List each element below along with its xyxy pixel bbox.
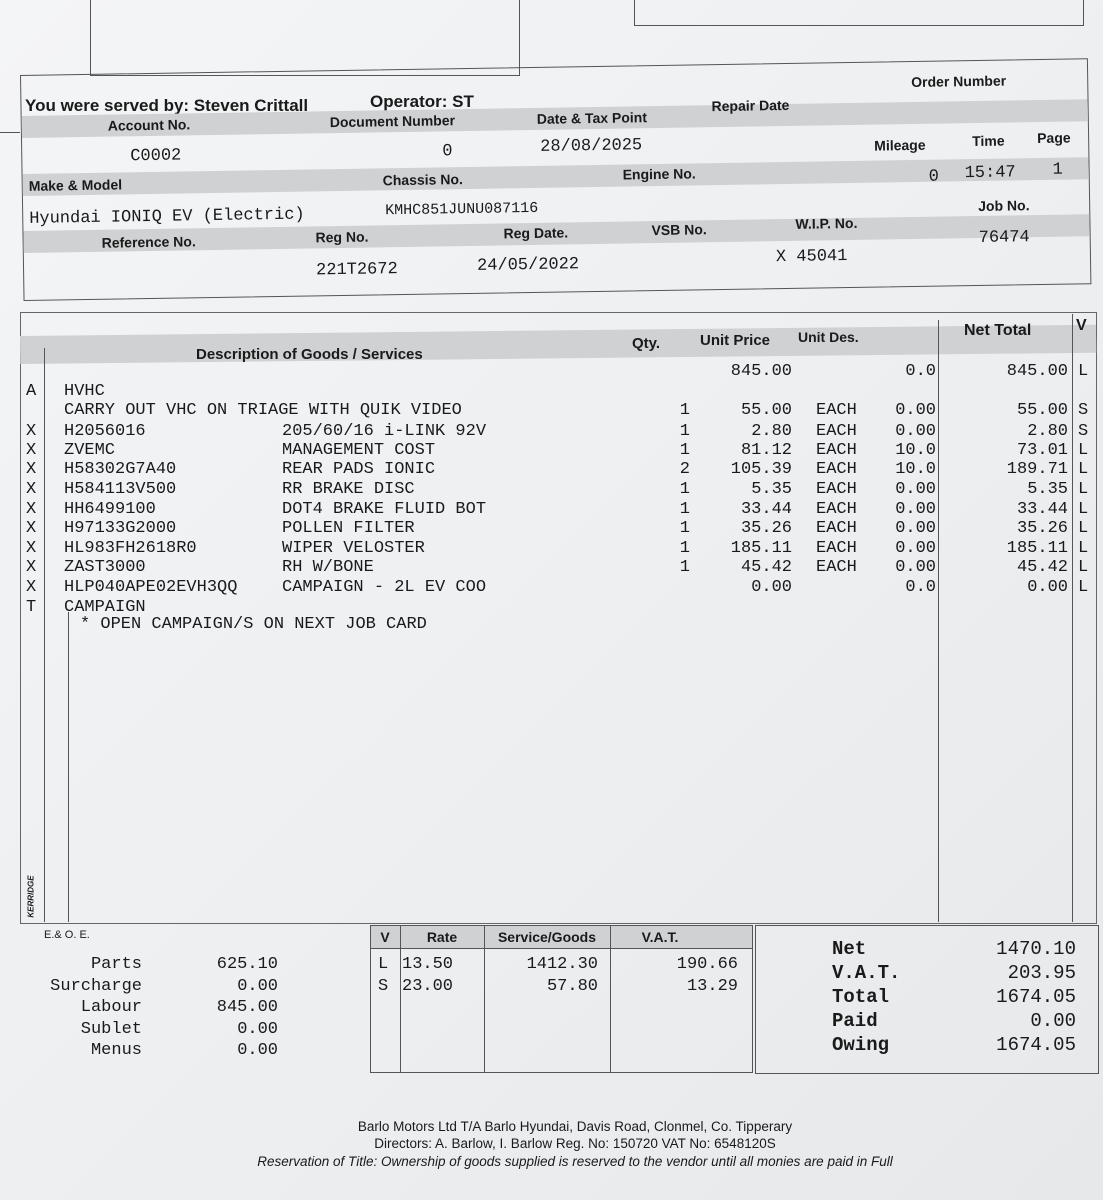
totals-value: 203.95 — [1007, 962, 1076, 984]
footer-directors: Directors: A. Barlow, I. Barlow Reg. No: 150720 VAT No: 6548120S — [374, 1136, 776, 1151]
row-code: CAMPAIGN — [64, 598, 146, 617]
row-flag: X — [26, 500, 37, 519]
row-discount: 10.0 — [895, 441, 936, 460]
summary-label: Surcharge — [50, 976, 142, 996]
items-table — [20, 312, 1097, 924]
vat-row-rate: 13.50 — [402, 955, 454, 974]
row-unit-price: 81.12 — [740, 441, 792, 460]
table-row — [20, 519, 1095, 539]
table-row — [20, 401, 1095, 421]
row-code: CARRY OUT VHC ON TRIAGE WITH QUIK VIDEO — [64, 401, 462, 420]
vat-table — [370, 925, 753, 1072]
row-desc: RH W/BONE — [282, 558, 374, 577]
totals-row — [756, 962, 1098, 984]
totals-value: 1674.05 — [996, 1034, 1076, 1056]
row-discount: 0.00 — [895, 519, 936, 538]
row-unit: EACH — [816, 539, 857, 558]
summary-row — [30, 977, 290, 997]
label-vsb: VSB No. — [651, 221, 707, 239]
table-row — [20, 615, 1095, 635]
value-make-model: Hyundai IONIQ EV (Electric) — [29, 205, 305, 229]
row-net-total: 35.26 — [1016, 519, 1068, 538]
row-qty: 1 — [679, 441, 690, 460]
left-margin-rule — [0, 132, 20, 133]
label-make-model: Make & Model — [28, 176, 123, 194]
footer-reservation: Reservation of Title: Ownership of goods supplied is reserved to the vendor until all monies are paid in Full — [257, 1154, 893, 1169]
vat-row-vat: 13.29 — [686, 977, 738, 996]
value-mileage: 0 — [928, 167, 940, 187]
vat-col-rate: Rate — [426, 929, 458, 945]
row-desc: POLLEN FILTER — [282, 519, 415, 538]
row-flag: X — [26, 558, 37, 577]
row-discount: 0.00 — [895, 558, 936, 577]
row-net-total: 2.80 — [1027, 422, 1068, 441]
summary-left — [30, 955, 290, 1075]
row-flag: X — [26, 578, 37, 597]
top-left-box — [90, 0, 520, 76]
summary-value: 625.10 — [216, 955, 278, 974]
summary-value: 845.00 — [216, 998, 278, 1017]
value-wip: X 45041 — [775, 247, 848, 268]
row-code: ZVEMC — [64, 441, 116, 460]
vat-row-code: L — [378, 955, 389, 974]
summary-label: Labour — [80, 998, 142, 1017]
vat-col-goods: Service/Goods — [497, 929, 597, 945]
row-vat-code: S — [1078, 401, 1089, 420]
row-unit-price: 2.80 — [751, 422, 792, 441]
row-unit: EACH — [816, 460, 857, 479]
operator: Operator: ST — [370, 92, 474, 111]
row-net-total: 189.71 — [1006, 460, 1068, 479]
row-unit-price: 33.44 — [740, 500, 792, 519]
row-code: H97133G2000 — [64, 519, 177, 538]
vat-row-goods: 1412.30 — [526, 955, 598, 974]
table-row — [20, 460, 1095, 480]
row-vat-code: L — [1078, 578, 1089, 597]
table-row — [20, 362, 1095, 382]
totals-row — [756, 1034, 1098, 1056]
row-discount: 0.0 — [905, 578, 936, 597]
vat-header-rule — [370, 948, 752, 949]
row-desc: RR BRAKE DISC — [282, 480, 415, 499]
totals-label: Paid — [832, 1010, 878, 1032]
summary-label: Sublet — [80, 1019, 142, 1039]
row-qty: 1 — [679, 422, 690, 441]
value-time: 15:47 — [964, 163, 1016, 184]
row-code: HVHC — [64, 382, 105, 401]
label-repair-date: Repair Date — [711, 96, 790, 115]
row-discount: 10.0 — [895, 460, 936, 479]
vat-row — [370, 955, 752, 975]
table-row — [20, 558, 1095, 578]
row-unit: EACH — [816, 401, 857, 420]
row-flag: X — [26, 519, 37, 538]
label-reference: Reference No. — [101, 233, 196, 251]
value-reg-date: 24/05/2022 — [476, 255, 580, 276]
row-unit-price: 185.11 — [730, 539, 792, 558]
col-v: V — [1076, 317, 1087, 334]
vat-rows — [370, 955, 752, 1015]
row-vat-code: L — [1078, 539, 1089, 558]
col-net-total: Net Total — [964, 322, 1032, 339]
row-qty: 1 — [679, 558, 690, 577]
value-page: 1 — [1052, 160, 1063, 180]
label-job: Job No. — [978, 197, 1030, 214]
row-unit: EACH — [816, 558, 857, 577]
label-wip: W.I.P. No. — [795, 214, 858, 232]
row-unit-price: 845.00 — [730, 362, 792, 381]
row-discount: 0.00 — [895, 480, 936, 499]
table-row — [20, 539, 1095, 559]
kerridge-mark: KERRIDGE — [26, 875, 36, 918]
vat-col-v: V — [380, 929, 390, 945]
table-row — [20, 578, 1095, 598]
row-code: H58302G7A40 — [64, 460, 177, 479]
totals-value: 0.00 — [1030, 1010, 1076, 1032]
summary-row — [30, 998, 290, 1018]
row-desc: WIPER VELOSTER — [282, 539, 425, 558]
header-grid — [20, 58, 1091, 301]
row-flag: A — [26, 382, 37, 401]
row-flag: X — [26, 460, 37, 479]
row-flag: X — [26, 539, 37, 558]
served-by: You were served by: Steven Crittall — [25, 96, 309, 115]
row-vat-code: L — [1078, 362, 1089, 381]
row-discount: 0.00 — [895, 539, 936, 558]
col-unit-price: Unit Price — [700, 332, 771, 349]
row-unit-price: 5.35 — [751, 480, 792, 499]
label-document: Document Number — [329, 112, 456, 131]
row-unit: EACH — [816, 441, 857, 460]
row-qty: 1 — [679, 500, 690, 519]
row-qty: 1 — [679, 401, 690, 420]
vat-row-vat: 190.66 — [676, 955, 738, 974]
totals-box — [755, 925, 1099, 1074]
totals-label: Net — [832, 938, 867, 960]
row-code: HLP040APE02EVH3QQ — [64, 578, 238, 597]
table-row — [20, 480, 1095, 500]
label-account: Account No. — [107, 116, 191, 134]
row-qty: 2 — [679, 460, 690, 479]
vat-row-rate: 23.00 — [402, 977, 454, 996]
label-page: Page — [1036, 129, 1071, 147]
row-flag: T — [26, 598, 37, 617]
row-unit: EACH — [816, 422, 857, 441]
totals-label: Total — [832, 986, 890, 1008]
item-lines — [20, 312, 1095, 922]
table-row — [20, 382, 1095, 402]
totals-value: 1674.05 — [996, 986, 1076, 1008]
row-net-total: 33.44 — [1016, 500, 1068, 519]
totals-label: Owing — [832, 1034, 890, 1056]
table-row — [20, 441, 1095, 461]
table-row — [20, 422, 1095, 442]
row-unit-price: 105.39 — [730, 460, 792, 479]
vat-col-vat: V.A.T. — [641, 929, 679, 945]
row-net-total: 5.35 — [1027, 480, 1068, 499]
summary-value: 0.00 — [237, 1041, 278, 1060]
row-flag: X — [26, 441, 37, 460]
row-flag: X — [26, 422, 37, 441]
row-qty: 1 — [679, 480, 690, 499]
row-code: H584113V500 — [64, 480, 177, 499]
row-code: HH6499100 — [64, 500, 156, 519]
label-time: Time — [972, 132, 1005, 150]
totals-row — [756, 938, 1098, 960]
eoe-note: E.& O. E. — [44, 929, 90, 941]
row-code: ZAST3000 — [64, 558, 146, 577]
value-account: C0002 — [130, 146, 182, 167]
value-job: 76474 — [978, 228, 1030, 248]
row-desc: DOT4 BRAKE FLUID BOT — [282, 500, 487, 519]
row-discount: 0.0 — [905, 362, 936, 381]
row-net-total: 45.42 — [1016, 558, 1068, 577]
row-desc: MANAGEMENT COST — [282, 441, 436, 460]
label-mileage: Mileage — [874, 136, 926, 154]
value-document: 0 — [442, 142, 453, 162]
row-vat-code: L — [1078, 441, 1089, 460]
label-engine: Engine No. — [622, 165, 696, 183]
col-unit-des: Unit Des. — [798, 329, 859, 345]
row-net-total: 55.00 — [1016, 401, 1068, 420]
row-unit-price: 0.00 — [751, 578, 792, 597]
summary-value: 0.00 — [237, 976, 278, 996]
summary-row — [30, 955, 290, 975]
row-discount: 0.00 — [895, 422, 936, 441]
totals-row — [756, 1010, 1098, 1032]
top-right-box — [634, 0, 1084, 26]
row-vat-code: L — [1078, 460, 1089, 479]
row-unit: EACH — [816, 500, 857, 519]
vat-row-goods: 57.80 — [546, 977, 598, 996]
value-chassis: KMHC851JUNU087116 — [385, 199, 539, 220]
col-qty: Qty. — [632, 335, 661, 352]
row-unit: EACH — [816, 480, 857, 499]
row-flag: X — [26, 480, 37, 499]
row-net-total: 185.11 — [1006, 539, 1068, 558]
row-net-total: 73.01 — [1016, 441, 1068, 460]
totals-row — [756, 986, 1098, 1008]
row-discount: 0.00 — [895, 500, 936, 519]
row-code: HL983FH2618R0 — [64, 539, 197, 558]
row-desc: 205/60/16 i-LINK 92V — [282, 422, 487, 441]
row-desc: CAMPAIGN - 2L EV COO — [282, 578, 487, 597]
row-net-total: 0.00 — [1027, 578, 1068, 597]
label-order-number: Order Number — [911, 72, 1007, 91]
row-unit-price: 35.26 — [740, 519, 792, 538]
row-unit-price: 45.42 — [740, 558, 792, 577]
table-row — [20, 500, 1095, 520]
row-unit-price: 55.00 — [740, 401, 792, 420]
label-reg: Reg No. — [315, 228, 369, 246]
summary-value: 0.00 — [237, 1019, 278, 1039]
summary-label: Parts — [90, 955, 142, 974]
summary-row — [30, 1041, 290, 1061]
totals-rows — [756, 938, 1098, 1068]
row-vat-code: L — [1078, 480, 1089, 499]
vat-row — [370, 977, 752, 997]
totals-value: 1470.10 — [996, 938, 1076, 960]
row-vat-code: L — [1078, 558, 1089, 577]
totals-label: V.A.T. — [832, 962, 901, 984]
vat-row-code: S — [378, 977, 389, 996]
row-net-total: 845.00 — [1006, 362, 1068, 381]
row-discount: 0.00 — [895, 401, 936, 420]
value-date-tax: 28/08/2025 — [540, 136, 643, 157]
row-vat-code: L — [1078, 500, 1089, 519]
row-qty: 1 — [679, 519, 690, 538]
col-desc: Description of Goods / Services — [196, 346, 423, 363]
row-desc: REAR PADS IONIC — [282, 460, 436, 479]
label-reg-date: Reg Date. — [503, 224, 569, 242]
label-date-tax: Date & Tax Point — [536, 109, 648, 127]
row-code: H2056016 — [64, 422, 146, 441]
value-reg: 221T2672 — [315, 260, 398, 281]
row-qty: 1 — [679, 539, 690, 558]
summary-row — [30, 1020, 290, 1040]
summary-label: Menus — [90, 1041, 142, 1060]
row-code: * OPEN CAMPAIGN/S ON NEXT JOB CARD — [80, 615, 427, 634]
label-chassis: Chassis No. — [382, 171, 463, 189]
row-vat-code: S — [1078, 422, 1089, 441]
row-vat-code: L — [1078, 519, 1089, 538]
row-unit: EACH — [816, 519, 857, 538]
footer-company: Barlo Motors Ltd T/A Barlo Hyundai, Davis Road, Clonmel, Co. Tipperary — [357, 1119, 793, 1134]
